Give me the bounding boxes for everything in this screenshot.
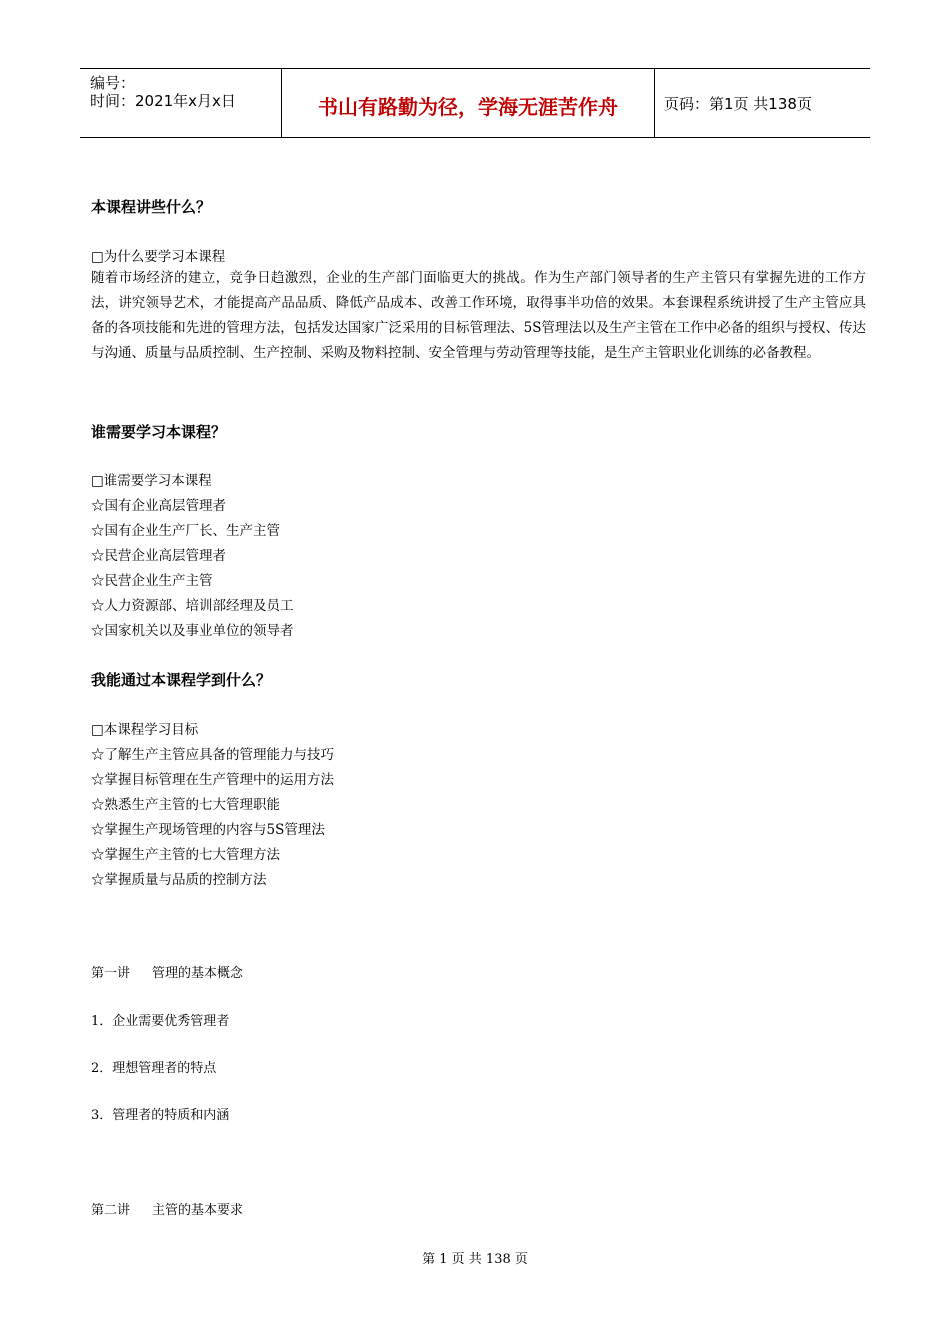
- lecture-heading: [91, 962, 243, 981]
- section-subhead: □为什么要学习本课程: [91, 249, 226, 265]
- section-subhead: □谁需要学习本课程: [91, 473, 212, 489]
- list-item: ☆了解生产主管应具备的管理能力与技巧: [91, 747, 334, 763]
- lecture-item: 2．理想管理者的特点: [91, 1061, 217, 1076]
- lecture-item: 1．企业需要优秀管理者: [91, 1014, 230, 1029]
- section-subhead: □本课程学习目标: [91, 722, 199, 738]
- list-item: ☆民营企业生产主管: [91, 573, 213, 589]
- lecture-label: 第二讲: [91, 1203, 131, 1218]
- section-title-who: 谁需要学习本课程？: [91, 423, 227, 441]
- section-title-what: 本课程讲些什么？: [91, 198, 212, 216]
- lecture-label: 第一讲: [91, 966, 131, 981]
- list-item: ☆国家机关以及事业单位的领导者: [91, 623, 294, 639]
- list-item: ☆国有企业高层管理者: [91, 498, 226, 514]
- document-number-label: 编号：: [90, 74, 136, 92]
- list-item: ☆人力资源部、培训部经理及员工: [91, 598, 294, 614]
- list-item: ☆民营企业高层管理者: [91, 548, 226, 564]
- list-item: ☆国有企业生产厂长、生产主管: [91, 523, 280, 539]
- document-time-label: 时间：2021年x月x日: [90, 92, 236, 110]
- lecture-item: 3．管理者的特质和内涵: [91, 1108, 230, 1123]
- lecture-title: 管理的基本概念: [152, 966, 244, 981]
- page-header: [80, 68, 870, 138]
- page-footer: 第 1 页 共 138 页: [422, 1252, 528, 1267]
- header-page-label: 页码：第1页 共138页: [664, 95, 812, 113]
- header-page-cell: [655, 69, 870, 137]
- header-motto: 书山有路勤为径，学海无涯苦作舟: [318, 95, 618, 119]
- list-item: ☆熟悉生产主管的七大管理职能: [91, 797, 280, 813]
- lecture-title: 主管的基本要求: [152, 1203, 244, 1218]
- list-item: ☆掌握生产现场管理的内容与5S管理法: [91, 822, 325, 838]
- list-item: ☆掌握质量与品质的控制方法: [91, 872, 267, 888]
- list-item: ☆掌握目标管理在生产管理中的运用方法: [91, 772, 334, 788]
- course-intro-paragraph: 随着市场经济的建立，竞争日趋激烈，企业的生产部门面临更大的挑战。作为生产部门领导者的生产主管只有掌握先进的工作方法，讲究领导艺术，才能提高产品品质、降低产品成本、改善工作环境，取得事半功倍的效果。本套课程系统讲授了生产主管应具备的各项技能和先进的管理方法，包括发达国家广泛采用的目标管理法、5S管理法以及生产主管在工作中必备的组织与授权、传达与沟通、质量与品质控制、生产控制、采购及物料控制、安全管理与劳动管理等技能，是生产主管职业化训练的必备教程。: [91, 270, 866, 361]
- section-title-learn: 我能通过本课程学到什么？: [91, 671, 272, 689]
- header-motto-cell: [282, 69, 655, 137]
- list-item: ☆掌握生产主管的七大管理方法: [91, 847, 280, 863]
- header-info-cell: [80, 69, 282, 137]
- lecture-heading: [91, 1199, 243, 1218]
